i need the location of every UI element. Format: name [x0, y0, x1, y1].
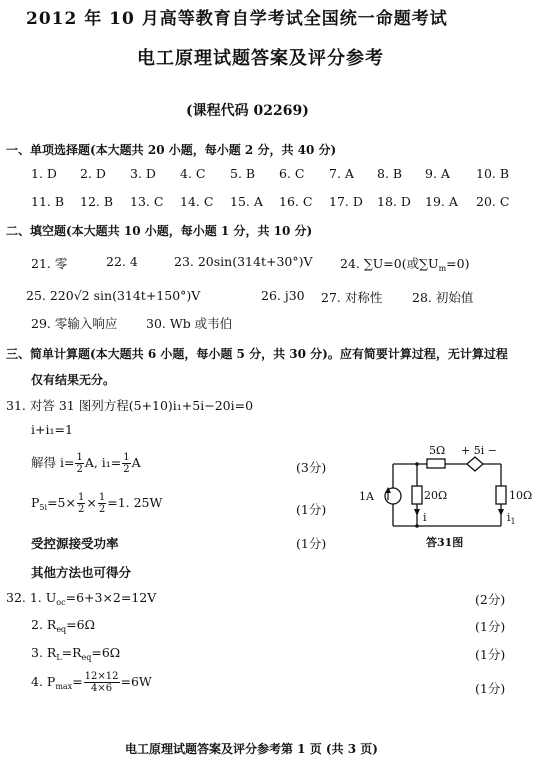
- q32-step-4-score: (1分): [475, 681, 506, 696]
- section-3-heading: 三、简单计算题(本大题共 6 小题，每小题 5 分，共 30 分)。应有简要计算过程，无计算过程: [6, 347, 508, 361]
- exam-title: 2012 年 10 月高等教育自学考试全国统一命题考试: [26, 9, 448, 29]
- fill-answer-29: 29. 零输入响应: [31, 316, 118, 331]
- q31-absorb-score: (1分): [296, 536, 327, 551]
- mc-answer: 16. C: [279, 194, 313, 209]
- resistor-10ohm: [496, 486, 506, 504]
- label-10ohm: 10Ω: [509, 489, 533, 502]
- resistor-5ohm: [427, 459, 445, 468]
- mc-answer: 4. C: [180, 166, 206, 181]
- section-1-heading: 一、单项选择题(本大题共 20 小题，每小题 2 分，共 40 分): [6, 143, 337, 157]
- q32-step-3: 3. $R_L=R_{eq}=6\Omega$: [31, 645, 121, 662]
- q31-other-methods: 其他方法也可得分: [31, 565, 132, 580]
- mc-answer: 2. D: [80, 166, 106, 181]
- q32-step-3-score: (1分): [475, 647, 506, 662]
- mc-answer: 10. B: [476, 166, 510, 181]
- fill-answer-22: 22. 4: [106, 254, 138, 269]
- mc-answer: 20. C: [476, 194, 510, 209]
- label-current-i: i: [423, 511, 427, 524]
- mc-answer: 12. B: [80, 194, 114, 209]
- circuit-diagram-31: [355, 442, 535, 552]
- q32-step-2: 2. $R_{eq}=6\Omega$: [31, 617, 95, 634]
- mc-answer: 7. A: [329, 166, 354, 181]
- q32-step-1-score: (2分): [475, 592, 506, 607]
- q31-equation-1: 31. 对答 31 图列方程(5+10)i₁+5i−20i=0: [6, 398, 254, 413]
- page-footer: 电工原理试题答案及评分参考第 1 页 (共 3 页): [125, 742, 378, 756]
- fill-answer-23: 23. 20sin(314t+30°)V: [174, 254, 313, 269]
- mc-answer: 19. A: [425, 194, 458, 209]
- fill-answer-21: 21. 零: [31, 256, 68, 271]
- q32-step-4: 4. $P_{max}=$ $\frac{12\times 12}{4\times 6}$ =6W: [31, 671, 152, 694]
- document-title: 电工原理试题答案及评分参考: [137, 48, 384, 69]
- section-3-heading-cont: 仅有结果无分。: [31, 373, 116, 387]
- mc-answer: 11. B: [31, 194, 65, 209]
- q32-step-2-score: (1分): [475, 619, 506, 634]
- mc-answer: 13. C: [130, 194, 164, 209]
- fill-answer-25: 25. 220√2 sin(314t+150°)V: [26, 288, 201, 303]
- q31-absorb-note: 受控源接受功率: [31, 536, 119, 551]
- q32-step-1: 32. 1. $U_{oc}=6+3\times 2=12V$: [6, 590, 157, 607]
- q31-solution-score: (3分): [296, 460, 327, 475]
- mc-answer: 5. B: [230, 166, 256, 181]
- fill-answer-27: 27. 对称性: [321, 290, 383, 305]
- fill-answer-24: 24. ∑U=0(或$\sum U_m=0$): [340, 256, 470, 273]
- course-code: (课程代码 02269): [186, 103, 309, 119]
- label-5ohm: 5Ω: [429, 444, 446, 457]
- fill-answer-26: 26. j30: [261, 288, 305, 303]
- label-current-i1: $i_1$: [507, 511, 516, 526]
- fill-answer-30: 30. Wb 或韦伯: [146, 316, 233, 331]
- mc-answer: 18. D: [377, 194, 411, 209]
- label-current-source: 1A: [359, 490, 374, 503]
- mc-answer: 14. C: [180, 194, 214, 209]
- section-2-heading: 二、填空题(本大题共 10 小题，每小题 1 分，共 10 分): [6, 224, 313, 238]
- q31-power-score: (1分): [296, 502, 327, 517]
- dependent-source-diamond: [467, 457, 483, 471]
- mc-answer: 8. B: [377, 166, 403, 181]
- mc-answer: 9. A: [425, 166, 450, 181]
- q31-power: $P_{5i}=5\times$ $\frac{1}{2}$ × $\frac{1}{2}$ =1. 25W: [31, 492, 163, 515]
- mc-answer: 3. D: [130, 166, 156, 181]
- resistor-20ohm: [412, 486, 422, 504]
- mc-answer: 6. C: [279, 166, 305, 181]
- q31-equation-2: i+i₁=1: [31, 422, 73, 437]
- label-20ohm: 20Ω: [424, 489, 448, 502]
- label-dependent-source: + 5i −: [461, 444, 497, 457]
- mc-answer: 1. D: [31, 166, 57, 181]
- mc-answer: 17. D: [329, 194, 363, 209]
- mc-answer: 15. A: [230, 194, 263, 209]
- q31-solution: 解得 i= $\frac{1}{2}$ A, i₁= $\frac{1}{2}$ A: [31, 452, 141, 475]
- fill-answer-28: 28. 初始值: [412, 290, 474, 305]
- figure-caption: 答31图: [426, 536, 464, 549]
